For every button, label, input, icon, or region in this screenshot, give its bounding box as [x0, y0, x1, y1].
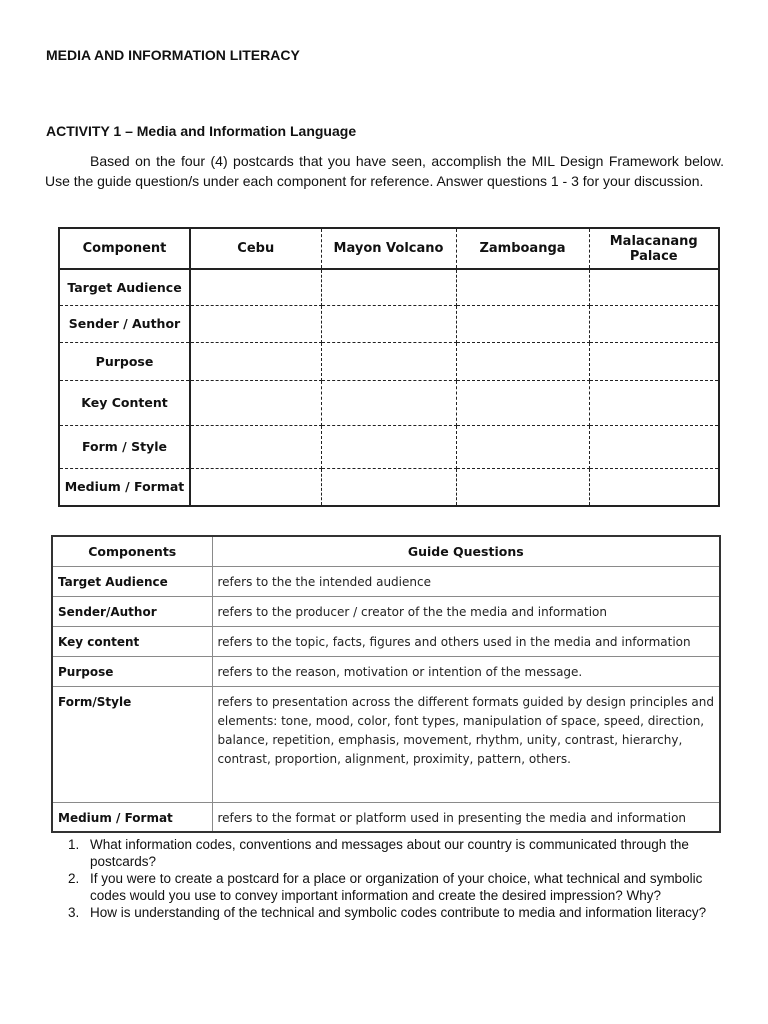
framework-cell[interactable]	[456, 269, 589, 305]
framework-col-malacanang-palace: Malacanang Palace	[589, 228, 719, 269]
framework-cell[interactable]	[321, 468, 456, 506]
framework-cell[interactable]	[456, 342, 589, 380]
question-text: How is understanding of the technical and symbolic codes contribute to media and information literacy?	[90, 905, 707, 920]
framework-cell[interactable]	[456, 305, 589, 342]
framework-col-mayon-volcano: Mayon Volcano	[321, 228, 456, 269]
mil-design-framework-table	[58, 227, 720, 507]
question-number: 2.	[68, 871, 80, 886]
document-title: MEDIA AND INFORMATION LITERACY	[46, 47, 300, 63]
guide-question: refers to the producer / creator of the the media and information	[212, 596, 720, 626]
guide-component: Form/Style	[52, 686, 212, 802]
framework-row-purpose	[59, 342, 719, 380]
framework-cell[interactable]	[321, 305, 456, 342]
question-number: 1.	[68, 837, 80, 852]
question-text: If you were to create a postcard for a place or organization of your choice, what technical and symbolic codes would you use to convey important information and create the desired impression? Why?	[90, 871, 703, 903]
framework-cell[interactable]	[589, 425, 719, 468]
guide-question: refers to the topic, facts, figures and others used in the media and information	[212, 626, 720, 656]
framework-cell[interactable]	[190, 468, 321, 506]
guide-row	[52, 656, 720, 686]
guide-row	[52, 626, 720, 656]
guide-question: refers to the the intended audience	[212, 566, 720, 596]
guide-component: Purpose	[52, 656, 212, 686]
framework-header-row	[59, 228, 719, 269]
guide-question: refers to the format or platform used in presenting the media and information	[212, 802, 720, 832]
guide-col-components: Components	[52, 536, 212, 566]
guide-row	[52, 802, 720, 832]
framework-cell[interactable]	[589, 468, 719, 506]
framework-cell[interactable]	[190, 342, 321, 380]
framework-row-target-audience	[59, 269, 719, 305]
framework-row-label: Medium / Format	[59, 468, 190, 506]
framework-cell[interactable]	[321, 269, 456, 305]
framework-row-label: Sender / Author	[59, 305, 190, 342]
framework-cell[interactable]	[321, 342, 456, 380]
framework-row-label: Key Content	[59, 380, 190, 425]
framework-cell[interactable]	[190, 305, 321, 342]
question-item	[68, 904, 728, 921]
framework-cell[interactable]	[190, 269, 321, 305]
framework-row-label: Form / Style	[59, 425, 190, 468]
question-item	[68, 870, 728, 904]
guide-question: refers to the reason, motivation or intention of the message.	[212, 656, 720, 686]
framework-cell[interactable]	[321, 425, 456, 468]
question-item	[68, 836, 728, 870]
question-number: 3.	[68, 905, 80, 920]
framework-cell[interactable]	[321, 380, 456, 425]
framework-row-form-style	[59, 425, 719, 468]
intro-text: Based on the four (4) postcards that you have seen, accomplish the MIL Design Framework below. Use the guide question/s under each component for reference. Answer questions 1 - 3 for your discussion.	[45, 153, 724, 189]
framework-col-zamboanga: Zamboanga	[456, 228, 589, 269]
framework-row-label: Target Audience	[59, 269, 190, 305]
guide-questions-table	[51, 535, 721, 833]
question-text: What information codes, conventions and messages about our country is communicated through the postcards?	[90, 837, 689, 869]
framework-col-component: Component	[59, 228, 190, 269]
framework-cell[interactable]	[589, 380, 719, 425]
guide-row	[52, 596, 720, 626]
activity-title: ACTIVITY 1 – Media and Information Language	[46, 123, 357, 139]
framework-row-label: Purpose	[59, 342, 190, 380]
framework-row-medium-format	[59, 468, 719, 506]
discussion-questions	[68, 836, 728, 921]
framework-cell[interactable]	[456, 425, 589, 468]
framework-cell[interactable]	[589, 342, 719, 380]
guide-question: refers to presentation across the different formats guided by design principles and elements: tone, mood, color, font types, manipulation of space, speed, direction, balance, repetition, emphasis, movement, rhythm, unity, contrast, hierarchy, contrast, proportion, alignment, proximity, pattern, others.	[212, 686, 720, 802]
guide-row	[52, 686, 720, 802]
guide-row	[52, 566, 720, 596]
framework-cell[interactable]	[190, 425, 321, 468]
framework-col-cebu: Cebu	[190, 228, 321, 269]
framework-row-sender-author	[59, 305, 719, 342]
guide-component: Sender/Author	[52, 596, 212, 626]
framework-cell[interactable]	[456, 468, 589, 506]
framework-row-key-content	[59, 380, 719, 425]
framework-cell[interactable]	[190, 380, 321, 425]
guide-header-row	[52, 536, 720, 566]
guide-component: Target Audience	[52, 566, 212, 596]
guide-component: Medium / Format	[52, 802, 212, 832]
framework-cell[interactable]	[456, 380, 589, 425]
framework-cell[interactable]	[589, 269, 719, 305]
framework-cell[interactable]	[589, 305, 719, 342]
guide-component: Key content	[52, 626, 212, 656]
intro-paragraph	[45, 152, 724, 191]
guide-col-guide-questions: Guide Questions	[212, 536, 720, 566]
